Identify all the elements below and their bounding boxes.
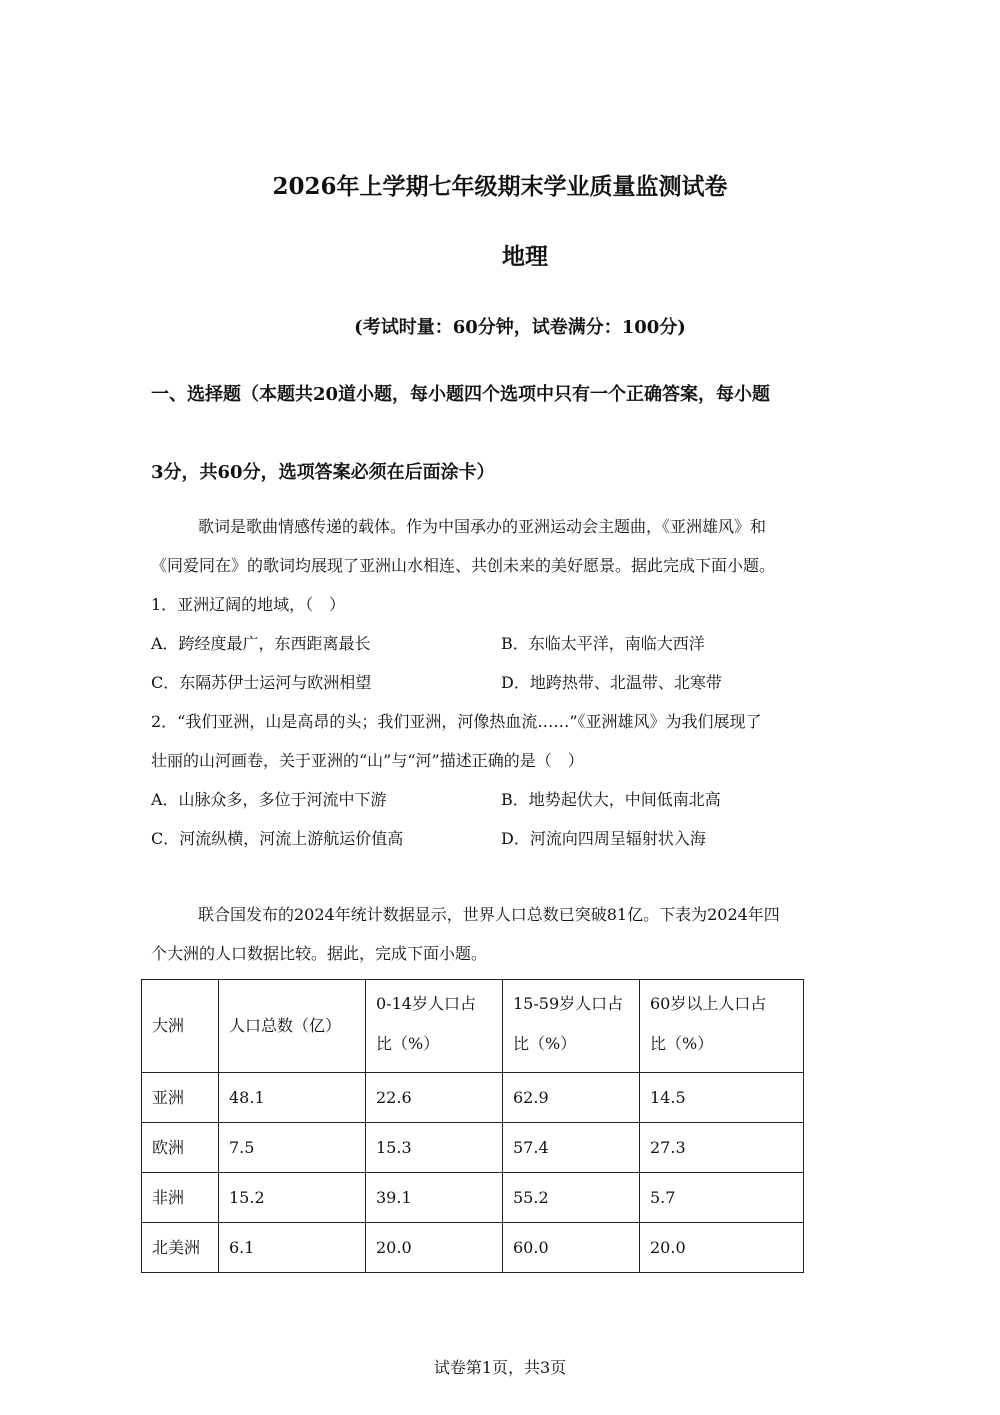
q1-stem: 1．亚洲辽阔的地域，（ ） [151, 595, 346, 614]
section-heading-line1: 一、选择题（本题共20道小题，每小题四个选项中只有一个正确答案，每小题 [151, 384, 771, 405]
passage2-line1: 联合国发布的2024年统计数据显示，世界人口总数已突破81亿。下表为2024年四 [198, 905, 780, 924]
table-cell: 27.3 [640, 1123, 804, 1173]
table-cell: 北美洲 [142, 1223, 219, 1273]
table-cell: 39.1 [366, 1173, 503, 1223]
header-age-0-14 [366, 980, 503, 1073]
header-age-60-plus-line2: 比（%） [650, 1034, 714, 1053]
header-population-total: 人口总数（亿） [219, 980, 366, 1073]
table-row [142, 1223, 804, 1273]
header-age-60-plus [640, 980, 804, 1073]
table-cell: 22.6 [366, 1073, 503, 1123]
table-cell: 亚洲 [142, 1073, 219, 1123]
header-age-0-14-line1: 0-14岁人口占 [376, 994, 476, 1013]
passage1-line2: 《同爱同在》的歌词均展现了亚洲山水相连、共创未来的美好愿景。据此完成下面小题。 [151, 556, 776, 575]
table-cell: 20.0 [366, 1223, 503, 1273]
exam-info: (考试时量：60分钟，试卷满分：100分) [354, 317, 686, 338]
table-cell: 14.5 [640, 1073, 804, 1123]
table-row [142, 1123, 804, 1173]
table-header-row [142, 980, 804, 1073]
q1-option-d: D．地跨热带、北温带、北寒带 [501, 673, 722, 692]
table-row [142, 1173, 804, 1223]
table-cell: 48.1 [219, 1073, 366, 1123]
q1-option-c: C．东隔苏伊士运河与欧洲相望 [151, 673, 372, 692]
q2-stem-line1: 2．“我们亚洲，山是高昂的头；我们亚洲，河像热血流……”《亚洲雄风》为我们展现了 [151, 712, 762, 731]
header-age-60-plus-line1: 60岁以上人口占 [650, 994, 767, 1013]
table-cell: 57.4 [503, 1123, 640, 1173]
table-row [142, 1073, 804, 1123]
table-cell: 55.2 [503, 1173, 640, 1223]
exam-title: 2026年上学期七年级期末学业质量监测试卷 [272, 173, 728, 200]
header-continent: 大洲 [142, 980, 219, 1073]
passage1-line1: 歌词是歌曲情感传递的载体。作为中国承办的亚洲运动会主题曲，《亚洲雄风》和 [198, 517, 767, 536]
subject-title: 地理 [502, 243, 548, 270]
table-cell: 5.7 [640, 1173, 804, 1223]
q2-option-c: C．河流纵横，河流上游航运价值高 [151, 829, 404, 848]
table-cell: 欧洲 [142, 1123, 219, 1173]
table-cell: 15.3 [366, 1123, 503, 1173]
table-cell: 15.2 [219, 1173, 366, 1223]
table-cell: 62.9 [503, 1073, 640, 1123]
header-age-0-14-line2: 比（%） [376, 1034, 440, 1053]
section-heading-line2: 3分，共60分，选项答案必须在后面涂卡） [151, 462, 495, 483]
q2-stem-line2: 壮丽的山河画卷，关于亚洲的“山”与“河”描述正确的是（ ） [151, 751, 584, 770]
header-age-15-59-line2: 比（%） [513, 1034, 577, 1053]
q2-option-b: B．地势起伏大，中间低南北高 [501, 790, 721, 809]
q2-option-d: D．河流向四周呈辐射状入海 [501, 829, 706, 848]
population-table [141, 979, 804, 1273]
q2-option-a: A．山脉众多，多位于河流中下游 [151, 790, 387, 809]
table-cell: 7.5 [219, 1123, 366, 1173]
header-age-15-59 [503, 980, 640, 1073]
q1-option-b: B．东临太平洋，南临大西洋 [501, 634, 705, 653]
table-cell: 非洲 [142, 1173, 219, 1223]
header-age-15-59-line1: 15-59岁人口占 [513, 994, 624, 1013]
page-footer: 试卷第1页，共3页 [433, 1358, 567, 1377]
passage2-line2: 个大洲的人口数据比较。据此，完成下面小题。 [151, 944, 488, 963]
table-cell: 6.1 [219, 1223, 366, 1273]
table-cell: 20.0 [640, 1223, 804, 1273]
table-cell: 60.0 [503, 1223, 640, 1273]
q1-option-a: A．跨经度最广，东西距离最长 [151, 634, 371, 653]
